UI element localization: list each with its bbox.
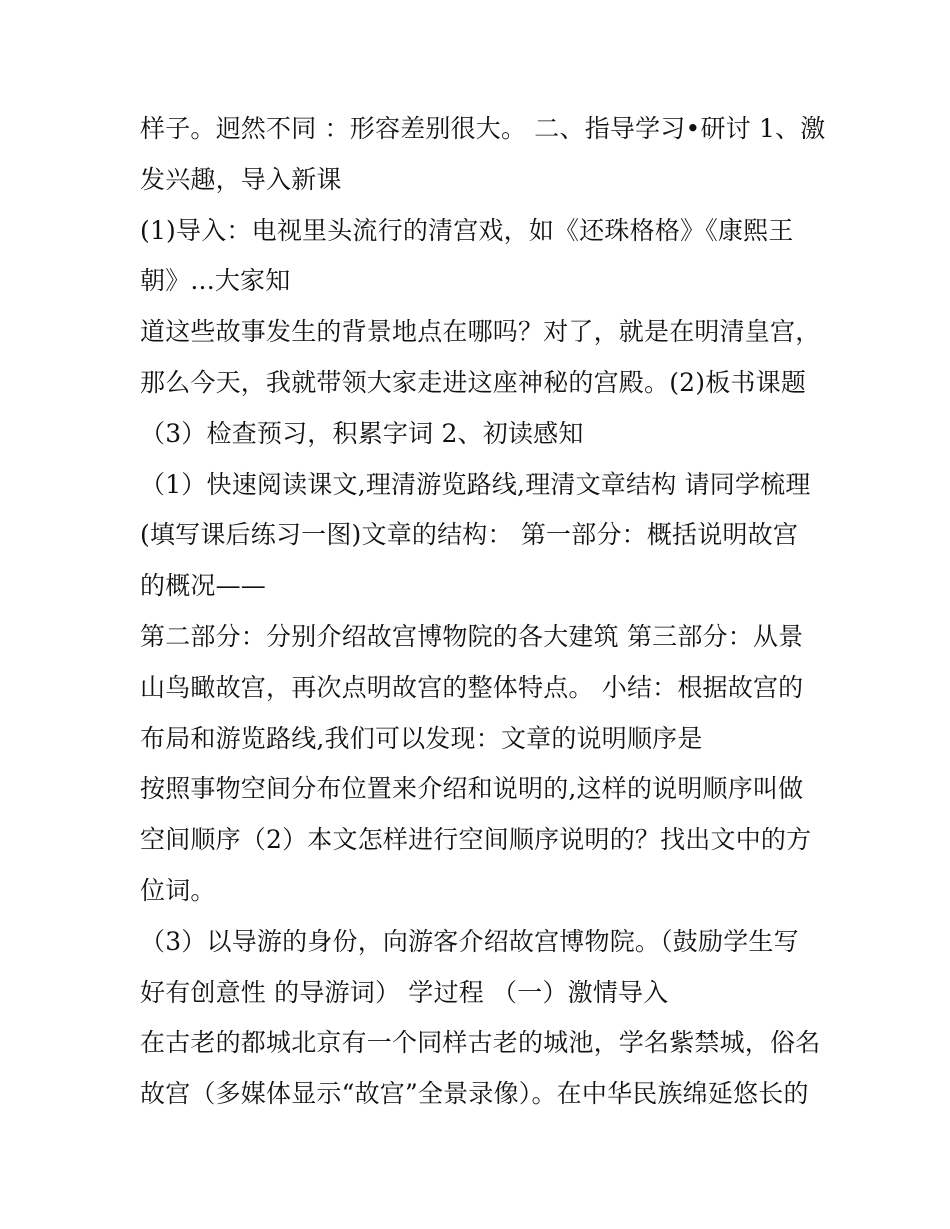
text-line: 样子。迥然不同 ：形容差别很大。 二、指导学习•研讨 1、激	[140, 114, 826, 143]
text-line: 按照事物空间分布位置来介绍和说明的,这样的说明顺序叫做	[140, 774, 804, 804]
text-line: 位词。	[140, 875, 216, 905]
text-line: 第二部分：分别介绍故宫博物院的各大建筑 第三部分：从景	[140, 621, 804, 651]
text-line: （3）检查预习，积累字词 2、初读感知	[140, 418, 584, 448]
text-line: 那么今天，我就带领大家走进这座神秘的宫殿。(2)板书课题	[140, 367, 807, 397]
text-line: 朝》...大家知	[140, 266, 291, 296]
text-line: 故宫（多媒体显示“故宫”全景录像）。在中华民族绵延悠长的	[140, 1079, 809, 1109]
text-line: 在古老的都城北京有一个同样古老的城池，学名紫禁城，俗名	[140, 1028, 821, 1058]
text-line: 发兴趣，导入新课	[140, 164, 342, 194]
text-line: （3）以导游的身份，向游客介绍故宫博物院。（鼓励学生写	[140, 926, 799, 956]
text-line: 的概况——	[140, 571, 267, 601]
text-line: 空间顺序（2）本文怎样进行空间顺序说明的？找出文中的方	[140, 825, 812, 855]
text-line: 道这些故事发生的背景地点在哪吗？对了，就是在明清皇宫，	[140, 317, 821, 347]
text-line: 布局和游览路线,我们可以发现：文章的说明顺序是	[140, 723, 703, 753]
text-line: 好有创意性 的导游词） 学过程 （一）激情导入	[140, 977, 669, 1007]
text-line: （1）快速阅读课文,理清游览路线,理清文章结构 请同学梳理	[140, 469, 811, 499]
text-line: 山鸟瞰故宫，再次点明故宫的整体特点。 小结：根据故宫的	[140, 672, 804, 702]
document-body	[140, 104, 840, 1120]
text-line: (1)导入：电视里头流行的清宫戏，如《还珠格格》《康熙王	[140, 215, 794, 245]
text-line: (填写课后练习一图)文章的结构： 第一部分：概括说明故宫	[140, 520, 799, 550]
